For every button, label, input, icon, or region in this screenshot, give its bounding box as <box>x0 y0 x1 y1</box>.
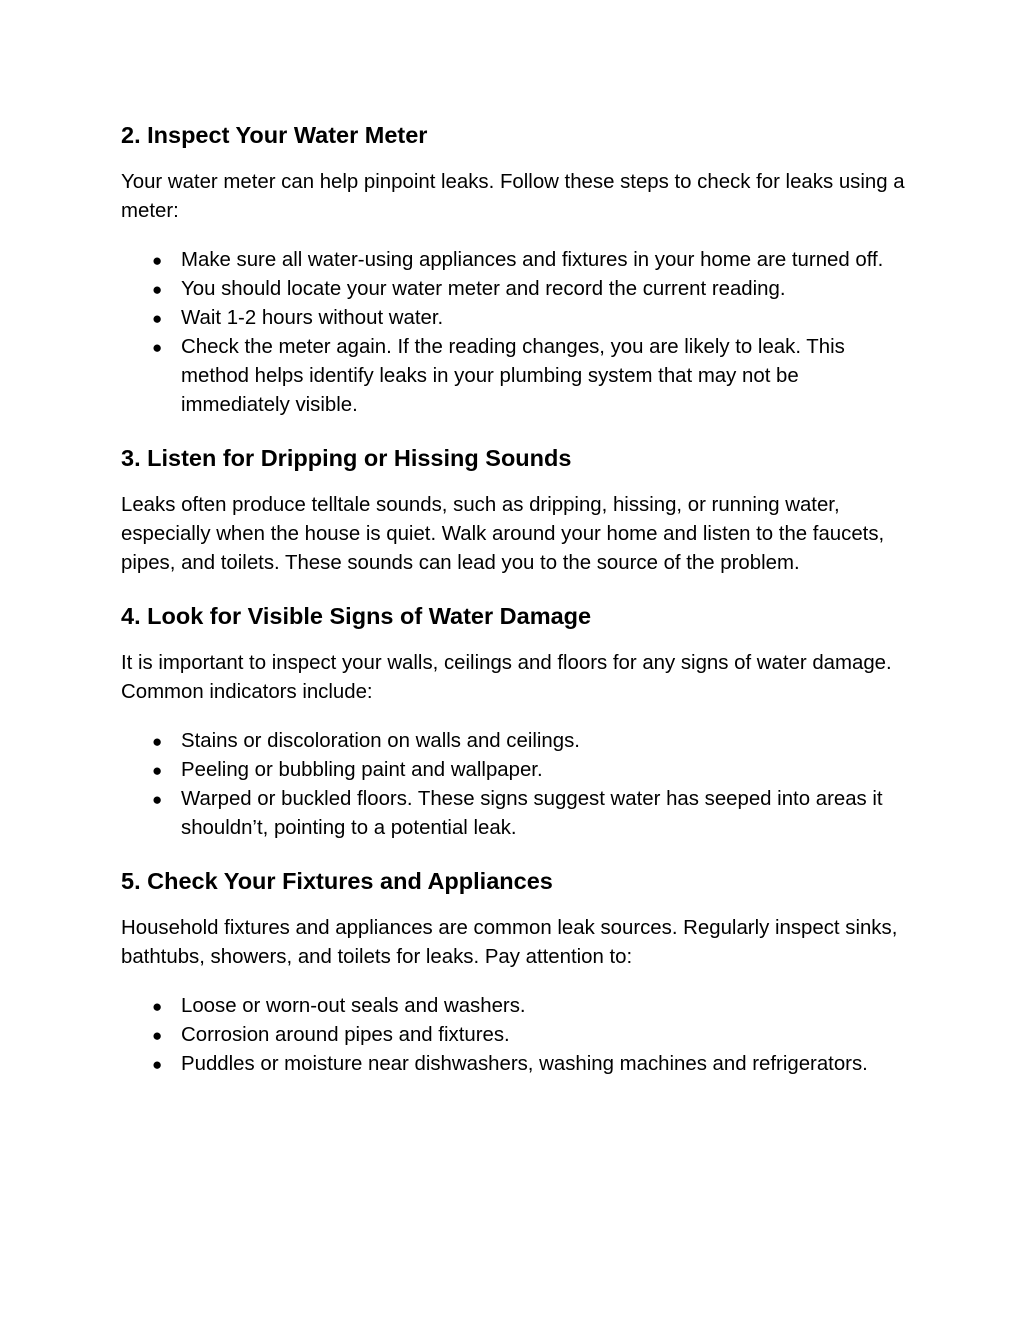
bullet-icon: ● <box>152 1055 163 1074</box>
section-inspect-water-meter <box>121 117 911 420</box>
list-item-text: Peeling or bubbling paint and wallpaper. <box>181 759 543 781</box>
section-heading: 2. Inspect Your Water Meter <box>121 122 428 148</box>
list-item <box>121 1050 911 1079</box>
section-listen-sounds <box>121 440 911 578</box>
list-item <box>121 756 911 785</box>
list-item-text: Wait 1-2 hours without water. <box>181 307 444 329</box>
list-item <box>121 246 911 275</box>
list-item-text: Make sure all water-using appliances and fixtures in your home are turned off. <box>181 249 884 271</box>
list-item <box>121 275 911 304</box>
bullet-icon: ● <box>152 1026 163 1045</box>
section-heading: 3. Listen for Dripping or Hissing Sounds <box>121 445 572 471</box>
list-item-text: You should locate your water meter and record the current reading. <box>181 278 786 300</box>
list-item-text: Stains or discoloration on walls and ceilings. <box>181 730 580 752</box>
bullet-icon: ● <box>152 251 163 270</box>
section-fixtures-appliances <box>121 863 911 1079</box>
document-page <box>121 117 911 1099</box>
bullet-icon: ● <box>152 761 163 780</box>
list-item-text: Corrosion around pipes and fixtures. <box>181 1024 510 1046</box>
list-item <box>121 333 911 420</box>
bullet-list <box>121 992 911 1079</box>
bullet-icon: ● <box>152 309 163 328</box>
bullet-icon: ● <box>152 790 163 809</box>
list-item <box>121 727 911 756</box>
list-item <box>121 304 911 333</box>
bullet-icon: ● <box>152 280 163 299</box>
section-heading: 5. Check Your Fixtures and Appliances <box>121 868 553 894</box>
section-paragraph: Your water meter can help pinpoint leaks. Follow these steps to check for leaks using a meter: <box>121 171 905 222</box>
bullet-icon: ● <box>152 732 163 751</box>
bullet-list <box>121 727 911 843</box>
section-paragraph: It is important to inspect your walls, ceilings and floors for any signs of water damage. Common indicators include: <box>121 652 892 703</box>
list-item <box>121 992 911 1021</box>
bullet-icon: ● <box>152 997 163 1016</box>
section-paragraph: Leaks often produce telltale sounds, such as dripping, hissing, or running water, especially when the house is quiet. Walk around your home and listen to the faucets, pipes, and toilets. These sounds can lead you to the source of the problem. <box>121 494 885 574</box>
list-item-text: Loose or worn-out seals and washers. <box>181 995 526 1017</box>
section-water-damage <box>121 598 911 843</box>
list-item-text: Puddles or moisture near dishwashers, washing machines and refrigerators. <box>181 1053 868 1075</box>
list-item-text: Check the meter again. If the reading changes, you are likely to leak. This method helps identify leaks in your plumbing system that may not be immediately visible. <box>181 336 845 416</box>
list-item <box>121 785 911 843</box>
section-heading: 4. Look for Visible Signs of Water Damage <box>121 603 592 629</box>
bullet-list <box>121 246 911 420</box>
bullet-icon: ● <box>152 338 163 357</box>
section-paragraph: Household fixtures and appliances are common leak sources. Regularly inspect sinks, bathtubs, showers, and toilets for leaks. Pay attention to: <box>121 917 898 968</box>
list-item-text: Warped or buckled floors. These signs suggest water has seeped into areas it shouldn’t, pointing to a potential leak. <box>181 788 883 839</box>
list-item <box>121 1021 911 1050</box>
